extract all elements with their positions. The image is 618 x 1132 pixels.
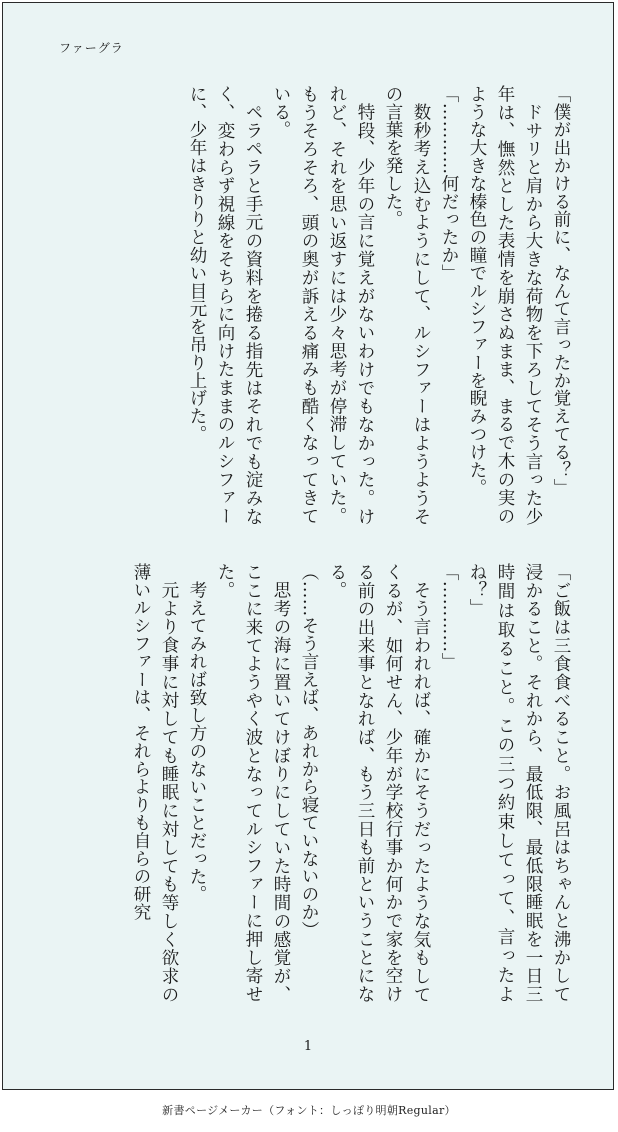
paragraph: 元より食事に対しても睡眠に対しても等しく欲求の薄いルシファーは、それらよりも自らの研究 <box>131 563 179 1003</box>
text-column-lower <box>57 563 575 1003</box>
paragraph: 思考の海に置いてけぼりにしていた時間の感覚が、ここに来てようやく波となってルシファーに押し寄せた。 <box>215 563 291 1003</box>
paragraph: 「僕が出かける前に、なんて言ったか覚えてる？」 <box>551 85 571 497</box>
paragraph: 「ご飯は三食食べること。お風呂はちゃんと沸かして浸かること。それから、最低限、最低限睡眠を一日三時間は取ること。この三つ約束してって、言ったよね？」 <box>467 563 571 1003</box>
paragraph: 「…………」 <box>439 563 459 671</box>
paragraph: 考えてみれば致し方のないことだった。 <box>187 580 207 903</box>
paragraph: ドサリと肩から大きな荷物を下ろしてそう言った少年は、憮然とした表情を崩さぬまま、まるで木の実のような大きな榛色の瞳でルシファーを睨みつけた。 <box>467 85 543 525</box>
text-column-upper <box>57 85 575 525</box>
running-title: ファーグラ <box>59 41 124 55</box>
paragraph: 「…………何だったか」 <box>439 85 459 282</box>
paragraph: 数秒考え込むようにして、ルシファーはようようその言葉を発した。 <box>383 85 431 525</box>
page-number: 1 <box>303 1039 313 1054</box>
paragraph: （……そう言えば、あれから寝ていないのか） <box>299 563 319 939</box>
paragraph: 特段、少年の言に覚えがないわけでもなかった。けれど、それを思い返すには少々思考が停滞していた。もうそろそろ、頭の奥が訴える痛みも酷くなってきている。 <box>271 85 375 525</box>
generator-credit: 新書ページメーカー（フォント：しっぽり明朝Regular） <box>162 1104 456 1117</box>
book-page <box>2 2 614 1090</box>
paragraph: そう言われれば、確かにそうだったような気もしてくるが、如何せん、少年が学校行事か何かで家を空ける前の出来事となれば、もう三日も前ということになる。 <box>327 563 431 1003</box>
paragraph: ペラペラと手元の資料を捲る指先はそれでも淀みなく、変わらず視線をそちらに向けたままのルシファーに、少年はきりりと幼い目元を吊り上げた。 <box>187 85 263 525</box>
